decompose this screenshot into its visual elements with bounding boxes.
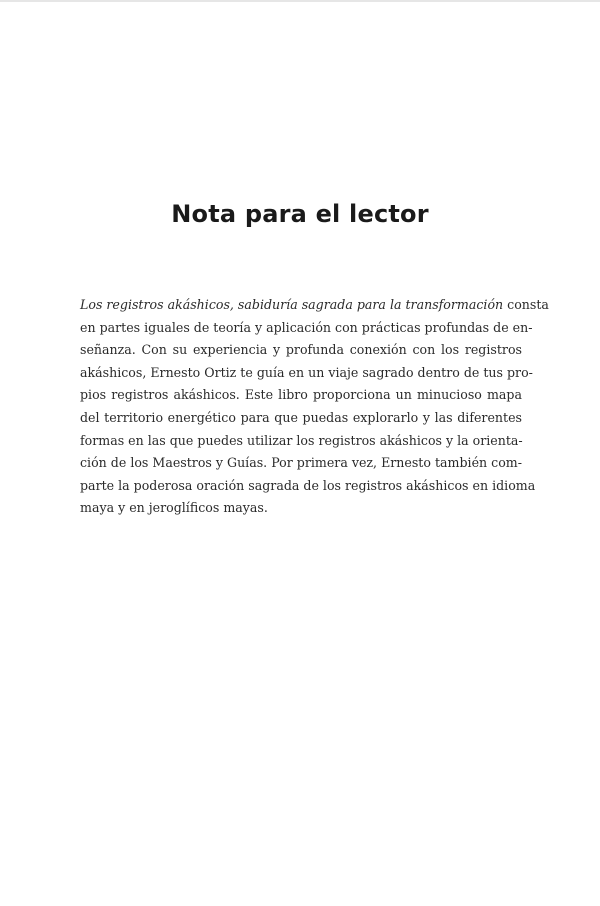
paragraph-line: señanza. Con su experiencia y profunda conexión con los registros	[80, 342, 522, 358]
paragraph-line: maya y en jeroglíficos mayas.	[80, 500, 268, 516]
paragraph-line: parte la poderosa oración sagrada de los registros akáshicos en idioma	[80, 477, 536, 493]
paragraph-line: del territorio energético para que puedas explorarlo y las diferentes	[80, 409, 522, 425]
paragraph-line: akáshicos, Ernesto Ortiz te guía en un viaje sagrado dentro de tus pro-	[80, 364, 533, 380]
book-title-italic: Los registros akáshicos, sabiduría sagrada para la transformación	[80, 297, 504, 312]
paragraph-line: pios registros akáshicos. Este libro proporciona un minucioso mapa	[80, 387, 522, 403]
reader-note-paragraph	[80, 294, 549, 520]
line-continuation: consta	[503, 297, 549, 312]
paragraph-line: en partes iguales de teoría y aplicación con prácticas profundas de en-	[80, 319, 533, 335]
paragraph-line: ción de los Maestros y Guías. Por primera vez, Ernesto también com-	[80, 455, 522, 471]
paragraph-line: formas en las que puedes utilizar los registros akáshicos y la orienta-	[80, 432, 523, 448]
paragraph-line	[80, 294, 549, 317]
page-title: Nota para el lector	[171, 200, 429, 228]
